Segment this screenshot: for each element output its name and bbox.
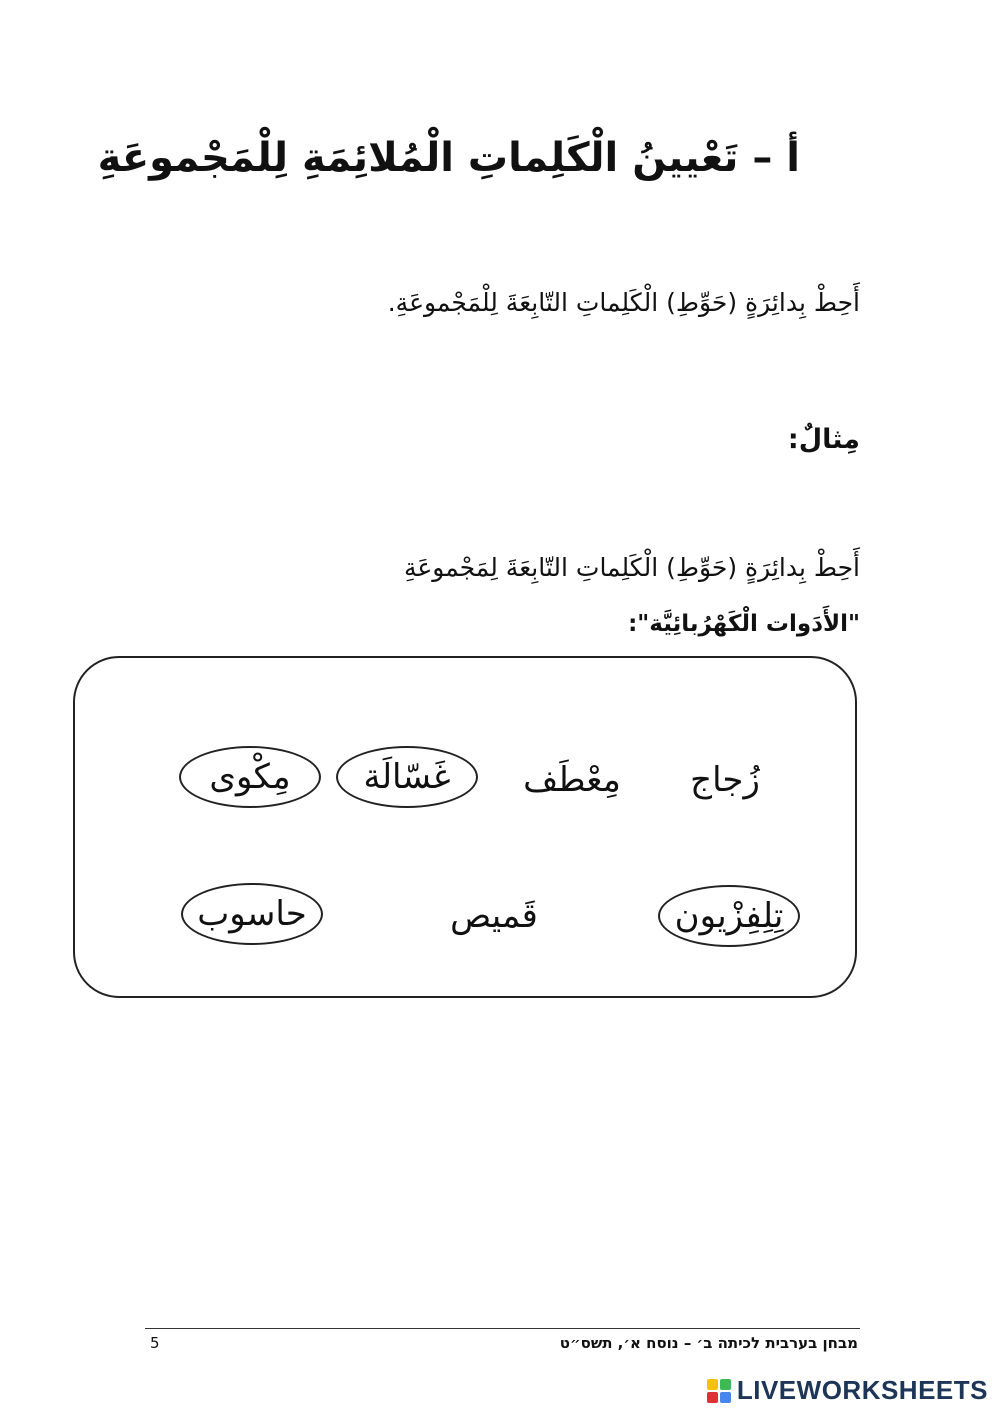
liveworksheets-logo-icon xyxy=(707,1379,731,1403)
word-qamis[interactable]: قَميص xyxy=(450,896,538,936)
main-instruction: أَحِطْ بِدائِرَةٍ (حَوِّطِ) الْكَلِماتِ التّابِعَةَ لِلْمَجْموعَةِ. xyxy=(387,288,860,317)
page-title: أ – تَعْيينُ الْكَلِماتِ الْمُلائِمَةِ لِلْمَجْموعَةِ xyxy=(97,135,800,181)
group-name: "الأَدَوات الْكَهْرُبائِيَّة": xyxy=(628,611,860,637)
page-number: 5 xyxy=(150,1334,160,1352)
word-box xyxy=(73,656,857,998)
word-mietaf[interactable]: مِعْطَف xyxy=(523,760,621,800)
exam-title-footer: מבחן בערבית לכיתה ב׳ – נוסח א׳, תשס״ט xyxy=(559,1334,858,1352)
brand-name: LIVEWORKSHEETS xyxy=(736,1375,988,1405)
word-tilifizion[interactable] xyxy=(658,885,800,947)
word-mikwa[interactable] xyxy=(179,746,321,808)
liveworksheets-brand xyxy=(707,1375,988,1406)
word-ghassala-label: غَسّالَة xyxy=(363,757,451,797)
word-ghassala[interactable] xyxy=(336,746,478,808)
example-label: مِثالٌ: xyxy=(787,424,860,455)
word-tilifizion-label: تِلِفِزْيون xyxy=(674,896,784,936)
word-zujaj[interactable]: زُجاج xyxy=(690,760,760,800)
word-hasub-label: حاسوب xyxy=(197,894,307,934)
example-instruction: أَحِطْ بِدائِرَةٍ (حَوِّطِ) الْكَلِماتِ التّابِعَةَ لِمَجْموعَةِ xyxy=(403,553,860,582)
word-hasub[interactable] xyxy=(181,883,323,945)
word-mikwa-label: مِكْوى xyxy=(209,757,291,797)
footer-divider xyxy=(145,1328,860,1329)
